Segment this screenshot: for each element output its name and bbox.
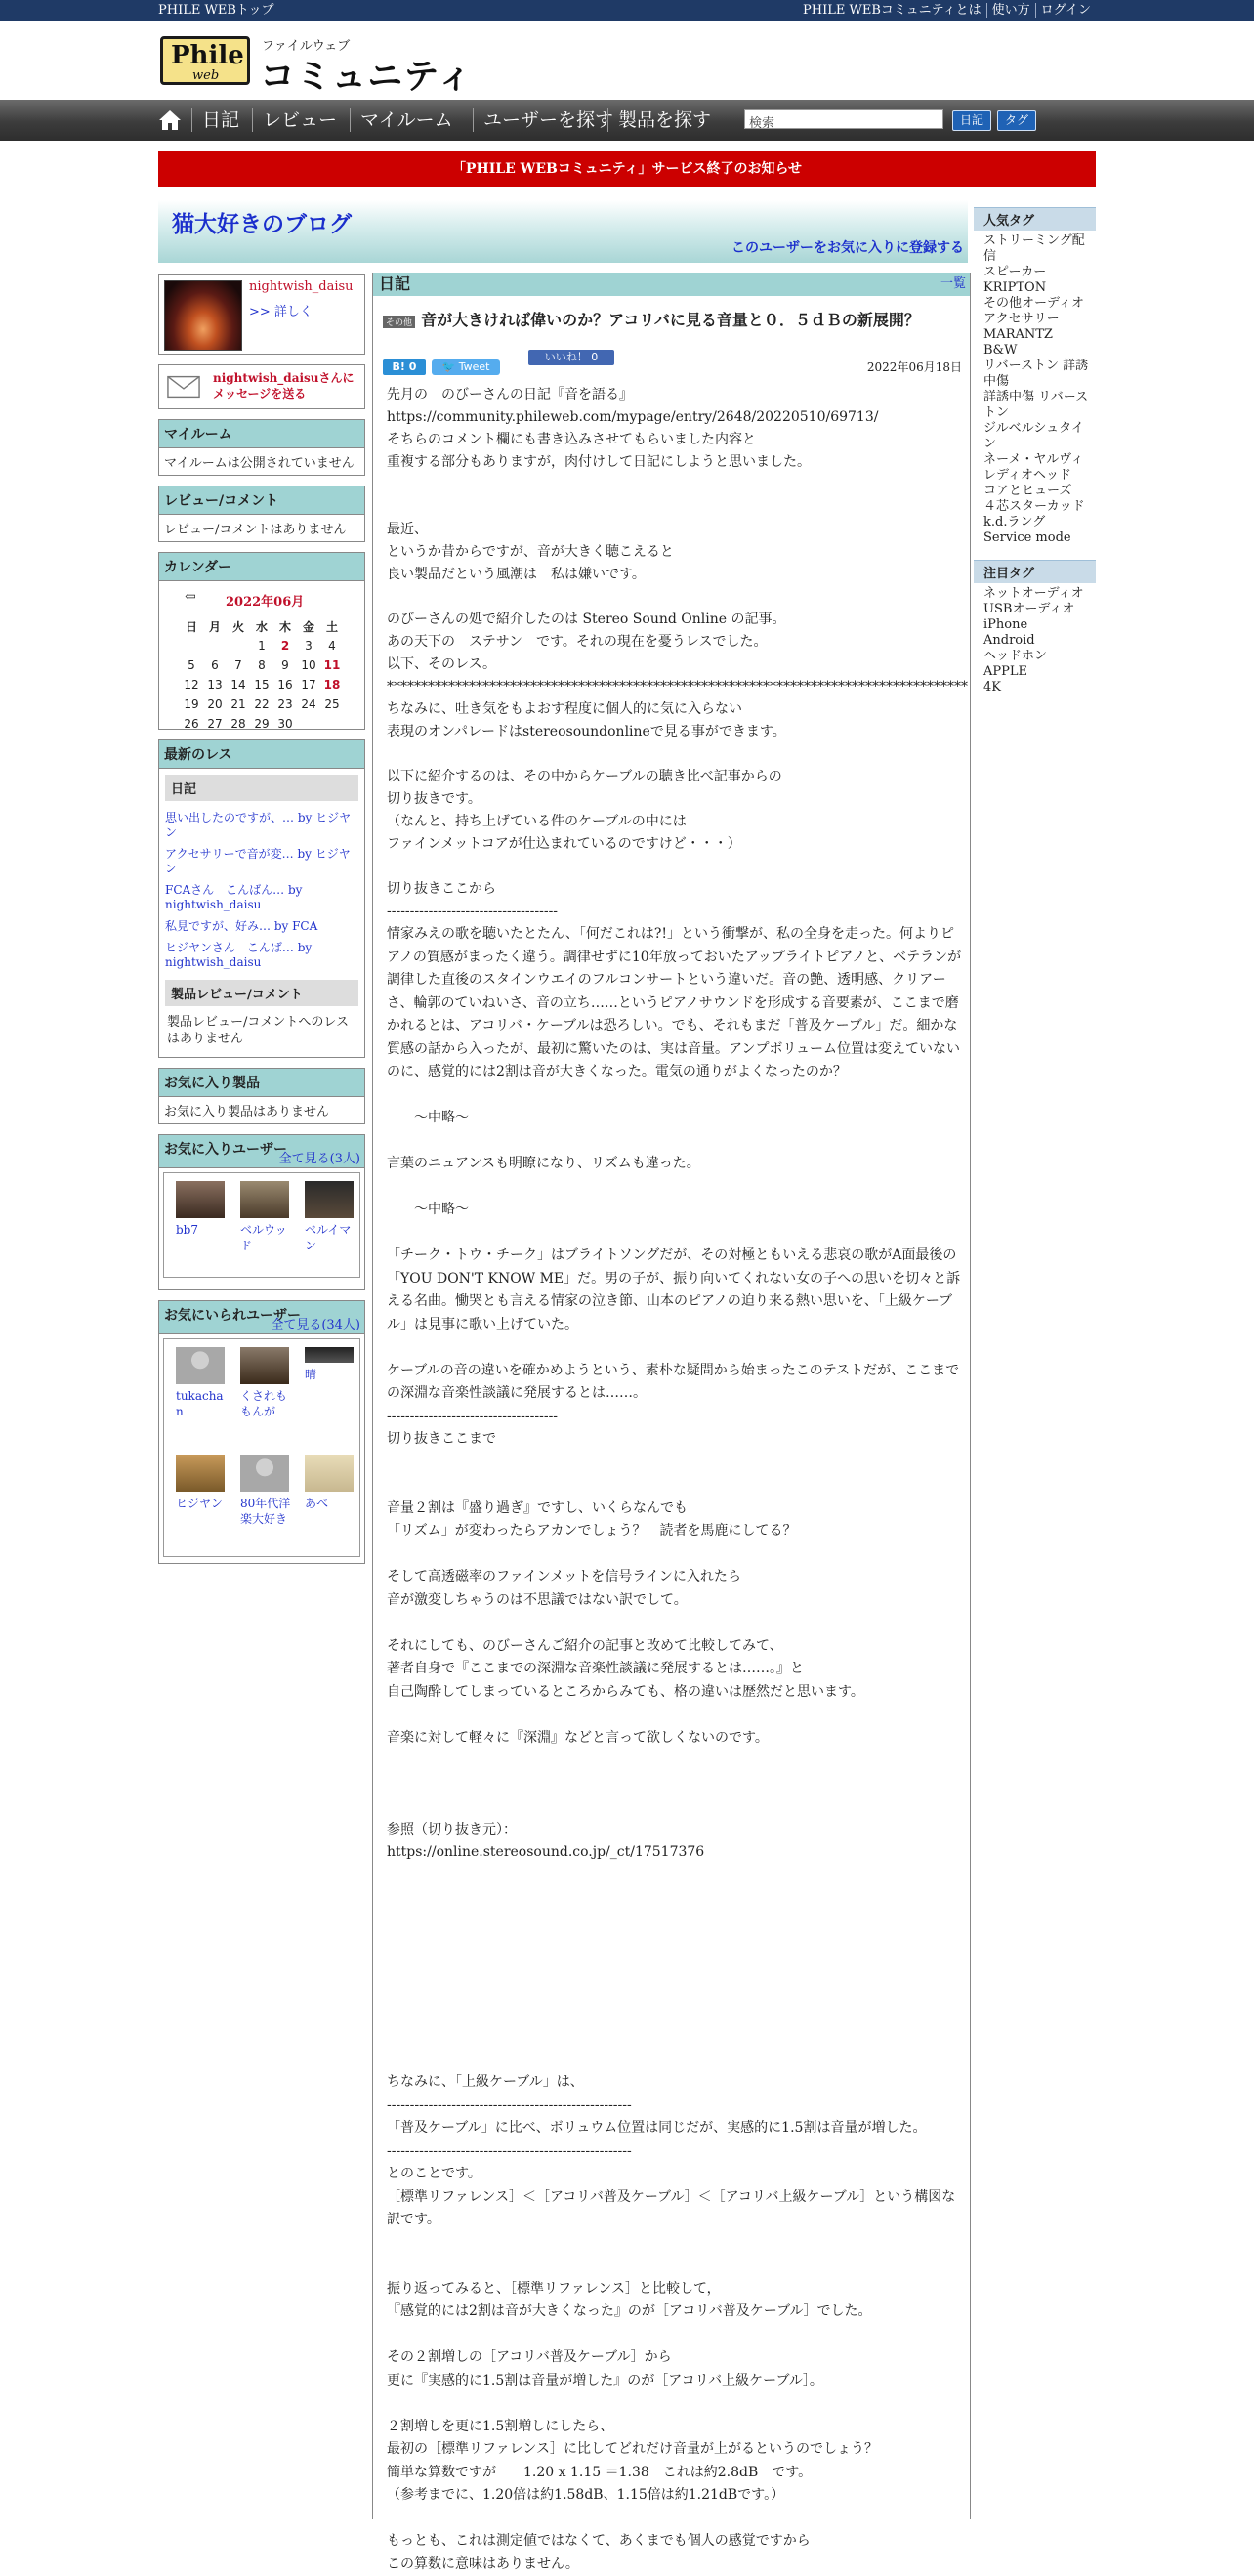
faved-by-heading [159,1301,364,1334]
search-diary-button[interactable]: 日記 [952,110,991,131]
main-nav [0,100,1254,141]
calendar-day: 8 [258,658,266,672]
fav-products-text: お気に入り製品はありません [164,1105,330,1119]
tag-link[interactable]: B&W [983,343,1018,358]
tag-link[interactable]: レディオヘッド [983,468,1071,483]
myroom-heading: マイルーム [159,420,364,448]
calendar-day[interactable]: 18 [323,678,341,692]
tag-link[interactable]: ネットオーディオ [983,586,1084,601]
calendar-day: 29 [254,717,270,731]
howto-link[interactable]: 使い方 [986,3,1035,18]
calendar-weekday: 月 [208,619,221,634]
profile-username[interactable]: nightwish_daisu [249,279,354,294]
calendar-day: 9 [281,658,289,672]
latest-reply-item [165,811,358,840]
calendar-day: 12 [184,678,199,692]
nav-find-products[interactable]: 製品を探す [607,108,711,132]
tag-link[interactable]: MARANTZ [983,327,1053,342]
calendar-day: 22 [254,697,270,711]
service-end-notice[interactable]: 「PHILE WEBコミュニティ」サービス終了のお知らせ [158,151,1096,187]
fav-users-heading [159,1135,364,1168]
calendar-weekday: 水 [255,619,268,634]
tag-link[interactable]: iPhone [983,617,1028,632]
latest-replies-box [158,739,365,1058]
fav-products-heading: お気に入り製品 [159,1069,364,1097]
faved-by-see-all[interactable]: 全て見る(34人) [271,1318,360,1332]
user-avatar[interactable] [305,1347,354,1363]
user-card[interactable] [305,1455,355,1511]
blog-title[interactable]: 猫大好きのブログ [172,211,352,237]
user-avatar[interactable] [176,1347,225,1384]
tag-link[interactable]: Service mode [983,530,1071,545]
calendar-day: 23 [277,697,293,711]
calendar-day: 3 [305,639,313,653]
latest-reply-user[interactable]: nightwish_daisu [165,955,262,969]
calendar-day: 6 [211,658,219,672]
fav-products-box [158,1068,365,1124]
send-message-link[interactable]: nightwish_daisuさんにメッセージを送る [213,371,355,401]
tag-link[interactable]: Android [983,633,1035,648]
calendar-day [180,636,203,655]
tag-link[interactable]: ストリーミング配信 [983,233,1085,264]
calendar-day: 25 [324,697,340,711]
calendar-day: 1 [258,639,266,653]
user-card[interactable] [240,1347,291,1419]
tag-link[interactable]: その他オーディオアクセサリー [983,296,1084,326]
calendar-day [320,714,344,734]
user-avatar[interactable] [176,1181,225,1218]
latest-review-heading: 製品レビュー/コメント [165,980,358,1006]
user-card[interactable] [240,1455,291,1527]
hatena-bookmark-button[interactable]: B! 0 [383,359,426,375]
calendar-day: 27 [207,717,223,731]
featured-tags-heading: 注目タグ [974,560,1096,583]
fav-users-title: お気に入りユーザー [164,1142,287,1158]
user-avatar[interactable] [305,1455,354,1492]
user-avatar[interactable] [240,1181,289,1218]
calendar-day[interactable]: 2 [280,639,290,653]
calendar-day: 26 [184,717,199,731]
top-bar [0,0,1254,21]
entry-title-block [383,310,964,330]
tag-link[interactable]: KRIPTON [983,280,1047,295]
user-name[interactable]: tukachan [176,1389,224,1418]
tag-link[interactable]: 詳誘中傷 リバーストン [983,390,1089,420]
latest-reply-item [165,941,358,970]
logo-title[interactable]: コミュニティ [260,57,474,97]
user-name[interactable]: 80年代洋楽大好き [240,1497,291,1526]
tag-link[interactable]: APPLE [983,664,1028,679]
latest-review-text: 製品レビュー/コメントへのレスはありません [167,1015,349,1046]
tag-link[interactable]: コアとヒューズ [983,484,1072,498]
login-link[interactable]: ログイン [1035,3,1096,18]
calendar-weekday: 火 [231,619,244,634]
nav-review[interactable]: レビュー [252,108,337,132]
latest-reply-item [165,883,358,912]
entry-paragraph-1: 先月の のびーさんの日記『音を語る』 https://community.phileweb.com/mypage/entry/2648/20220510/69713/ そちらのコメント欄にも書き込みさせてもらいました内容と 重複する部分もありますが，肉付けして日記にしようと思いました。 最近、 というか昔からですが、音が大きく聴こえると 良い製品だという風潮は 私は嫌いです。 のびーさんの処で紹介したのは Stereo Sound Online の記事。 あの天下の ステサン です。それの現在を憂うレスでした。 以下、そのレス。 ************************************************************************************* ちなみに、吐き気をもよおす程度に個人的に気に入らない 表現のオンパレードはstereosoundonlineで見る事ができます。 以下に紹介するのは、その中からケーブルの聴き比べ記事からの 切り抜きです。 （なんと、持ち上げている件のケーブルの中には ファインメットコアが仕込まれているのですけど・・・） 切り抜きここから ------------------------------------- [387,387,968,919]
user-card[interactable] [305,1347,355,1382]
popular-tags-list [974,233,1096,546]
category-badge: その他 [383,316,415,328]
latest-reply-link[interactable]: アクセサリーで音が変… by [165,847,315,861]
tag-link[interactable]: ヘッドホン [983,649,1048,663]
user-card[interactable] [176,1347,227,1419]
nav-diary[interactable]: 日記 [191,108,239,132]
calendar-day [297,714,320,734]
faved-by-box [158,1300,365,1564]
fav-users-grid [163,1172,360,1278]
facebook-like-button[interactable]: いいね！ 0 [528,350,614,365]
calendar-day[interactable]: 11 [323,658,341,672]
calendar-day: 19 [184,697,199,711]
twitter-icon: 🐦 [441,360,459,373]
reviews-heading: レビュー/コメント [159,486,364,515]
right-sidebar [974,207,1096,696]
user-avatar[interactable] [305,1181,354,1218]
mail-icon [167,375,200,399]
message-box[interactable] [158,364,365,409]
diary-section-title: 日記 [379,274,411,293]
user-card[interactable] [176,1455,227,1511]
entry-date: 2022年06月18日 [866,360,962,374]
main-content [372,273,971,2572]
latest-reply-link[interactable]: 思い出したのですが、… by [165,811,316,824]
entry-body [387,384,968,2576]
user-avatar[interactable] [240,1455,289,1492]
user-name[interactable]: ヒジヤン [176,1497,223,1510]
calendar-day: 4 [328,639,336,653]
tweet-button[interactable] [432,359,500,375]
calendar-weekday: 木 [278,619,291,634]
tag-link[interactable]: USBオーディオ [983,602,1075,616]
calendar-day: 17 [301,678,316,692]
profile-detail-link[interactable]: >> 詳しく [249,305,313,319]
tag-link[interactable]: ４芯スターカッド [983,499,1085,514]
calendar-day: 20 [207,697,223,711]
site-header [0,21,1254,100]
calendar-day: 14 [230,678,246,692]
latest-diary-heading: 日記 [165,775,358,801]
latest-reply-user[interactable]: nightwish_daisu [165,898,262,911]
user-name[interactable]: くされももんが [240,1389,288,1418]
left-sidebar [158,274,365,1574]
user-name[interactable]: bb7 [176,1223,198,1237]
myroom-box [158,419,365,476]
calendar-weekday: 土 [325,619,338,634]
calendar-day: 21 [230,697,246,711]
prev-month-icon[interactable]: ⇦ [185,589,196,605]
tag-link[interactable]: ネーメ・ヤルヴィ [983,452,1084,467]
tag-link[interactable]: 4K [983,680,1001,695]
logo-kana: ファイルウェブ [262,39,351,54]
latest-reply-link[interactable]: ヒジヤンさん こんば… by [165,941,313,954]
nav-find-users[interactable]: ユーザーを探す [473,108,613,132]
calendar-day: 30 [277,717,293,731]
phile-web-top-link[interactable]: PHILE WEBトップ [158,3,274,18]
tweet-label: Tweet [458,360,490,373]
about-link[interactable]: PHILE WEBコミュニティとは [803,3,982,18]
search-tag-button[interactable]: タグ [997,110,1036,131]
diary-section-header [373,273,970,296]
latest-replies-heading: 最新のレス [159,740,364,769]
calendar-day [203,636,227,655]
calendar-weekday: 金 [302,619,314,634]
calendar-day: 28 [230,717,246,731]
diary-list-link[interactable]: 一覧 [940,276,966,291]
user-card[interactable] [176,1181,227,1238]
popular-tags-heading: 人気タグ [974,207,1096,231]
user-name[interactable]: 晴 [305,1368,317,1381]
fav-users-box [158,1134,365,1290]
latest-reply-link[interactable]: 私見ですが、好み… by [165,919,293,933]
latest-replies-list [165,811,358,970]
reviews-box [158,486,365,542]
user-name[interactable]: ベルイマン [305,1223,352,1252]
latest-reply-link[interactable]: FCAさん こんばん… by [165,883,303,897]
home-icon[interactable] [158,109,182,131]
calendar-table [180,616,344,734]
calendar-heading: カレンダー [159,553,364,581]
faved-by-title: お気にいられユーザー [164,1308,301,1324]
tag-link[interactable]: リバーストン 詳誘中傷 [983,359,1089,389]
calendar-day: 5 [188,658,195,672]
avatar[interactable] [164,280,242,351]
phile-web-logo[interactable] [160,36,250,85]
calendar-day [227,636,250,655]
calendar-weekday: 日 [185,619,197,634]
calendar-day: 24 [301,697,316,711]
blog-header [158,200,968,263]
user-name[interactable]: あべ [305,1497,329,1510]
reviews-text: レビュー/コメントはありません [164,523,347,537]
fav-users-see-all[interactable]: 全て見る(3人) [278,1152,360,1166]
logo-phile: Phile [171,41,244,70]
user-avatar[interactable] [240,1347,289,1384]
tag-link[interactable]: k.d.ラング [983,515,1046,529]
user-avatar[interactable] [176,1455,225,1492]
faved-by-grid [163,1338,360,1557]
calendar-day: 16 [277,678,293,692]
latest-reply-user[interactable]: ヒジヤン [165,847,351,875]
myroom-text: マイルームは公開されていません [164,456,355,471]
top-links [798,0,1096,21]
logo-web: web [192,68,220,83]
entry-title: 音が大きければ偉いのか？アコリバに見る音量と０．５ｄＢの新展開？ [421,311,920,329]
calendar-day: 7 [234,658,242,672]
latest-reply-item [165,919,358,934]
featured-tags-list [974,586,1096,696]
tag-link[interactable]: ジルベルシュタイン [983,421,1084,451]
add-favorite-user-link[interactable]: このユーザーをお気に入りに登録する [732,240,964,256]
nav-myroom[interactable]: マイルーム [350,108,453,132]
tag-link[interactable]: スピーカー [983,265,1047,279]
user-card[interactable] [305,1181,355,1253]
entry-paragraph-2: 情家みえの歌を聴いたとたん、「何だこれは?!」という衝撃が、私の全身を走った。何よりピアノの質感がまったく違う。調律せずに10年放っておいたアップライトピアノと、ベテランが調律した直後のスタインウエイのフルコンサートという違いだ。音の艶、透明感、クリアーさ、輪郭のていねいさ、音の立ち……というピアノサウンドを形成する音要素が、ここまで磨かれるとは、アコリバ・ケーブルは恐ろしい。でも、それもまだ「普及ケーブル」だ。細かな質感の話から入ったが、最初に驚いたのは、実は音量。アンプボリューム位置は変えていないのに、感覚的には2割は音が大きくなった。電気の通りがよくなったのか？ ～中略～ 言葉のニュアンスも明瞭になり、リズムも違った。 ～中略～ 「チーク・トウ・チーク」はブライトソングだが、その対極ともいえる悲哀の歌がA面最後の「YOU DON'T KNOW ME」だ。男の子が、振り向いてくれない女の子への思いを切々と訴える名曲。慟哭とも言える情家の泣き節、山本のピアノの迫り来る熱い思いを、「上級ケーブル」は見事に歌い上げていた。 ケーブルの音の違いを確かめようという、素朴な疑問から始まったこのテストだが、ここまでの深淵な音楽性談議に発展するとは……。 ------------------------------------- 切り抜きここまで 音量２割は『盛り過ぎ』ですし、いくらなんでも 「リズム」が変わったらアカンでしょう？ 読者を馬鹿にしてる？ そして高透磁率のファインメットを信号ラインに入れたら 音が激変しちゃうのは不思議ではない訳でして。 それにしても、のびーさんご紹介の記事と改めて比較してみて、 著者自身で『ここまでの深淵な音楽性談議に発展するとは……。』と 自己陶酔してしまっているところからみても、格の違いは歴然だと思います。 音楽に対して軽々に『深淵』などと言って欲しくないのです。 参照（切り抜き元）： https://online.stereosound.co.jp/_ct/17517376 ちなみに、「上級ケーブル」は、 ----------------------------------------------------- 「普及ケーブル」に比べ、ボリュウム位置は同じだが、実感的に1.5割は音量が増した。 ----------------------------------------------------- とのことです。 ［標準リファレンス］＜［アコリバ普及ケーブル］＜［アコリバ上級ケーブル］という構図な訳です。 振り返ってみると、［標準リファレンス］と比較して， 『感覚的には2割は音が大きくなった』のが［アコリバ普及ケーブル］でした。 その２割増しの［アコリバ普及ケーブル］から 更に『実感的に1.5割は音量が増した』のが［アコリバ上級ケーブル］。 ２割増しを更に1.5割増しにしたら、 最初の［標準リファレンス］に比してどれだけ音量が上がるというのでしょう？ 簡単な算数ですが 1.20 x 1.15 ＝1.38 これは約2.8dB です。 （参考までに、1.20倍は約1.58dB、1.15倍は約1.21dBです。） もっとも、これは測定値ではなくて、あくまでも個人の感覚ですから この算数に意味はありません。 [387,926,962,2572]
calendar-month: 2022年06月 [226,595,305,610]
calendar-day: 10 [301,658,316,672]
search-input[interactable]: 検索 [744,109,943,129]
calendar-day: 15 [254,678,270,692]
calendar-day: 13 [207,678,223,692]
latest-reply-user[interactable]: ヒジヤン [165,811,352,839]
profile-box [158,274,365,355]
latest-reply-item [165,847,358,876]
latest-reply-user[interactable]: FCA [292,919,318,933]
calendar-box [158,552,365,730]
user-name[interactable]: ベルウッド [240,1223,287,1252]
user-card[interactable] [240,1181,291,1253]
